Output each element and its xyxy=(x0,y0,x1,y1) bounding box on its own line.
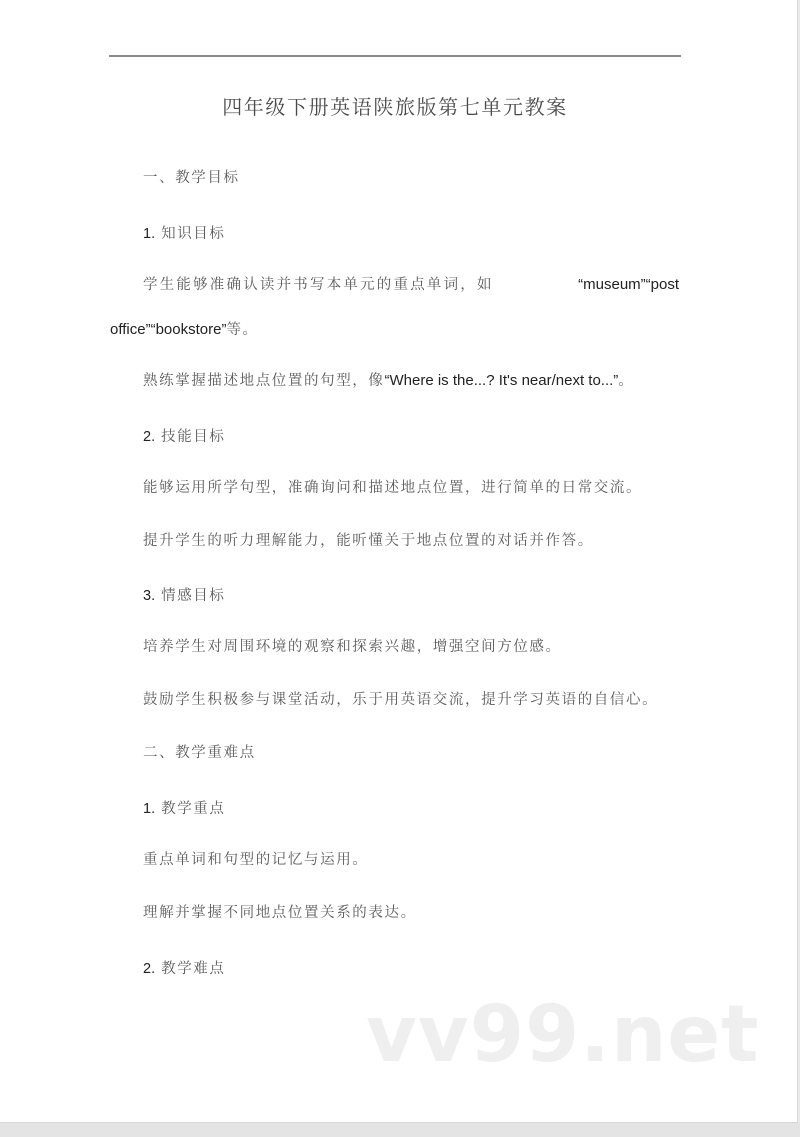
paragraph-text-end: 。 xyxy=(618,373,635,389)
subsection-heading xyxy=(143,799,226,819)
subsection-number: 2. xyxy=(143,429,156,445)
page-bottom-shadow xyxy=(0,1123,800,1137)
subsection-heading xyxy=(143,959,226,979)
subsection-title: 知识目标 xyxy=(161,226,226,242)
watermark: vv99.net xyxy=(366,990,760,1080)
subsection-title: 教学重点 xyxy=(161,801,226,817)
paragraph: 重点单词和句型的记忆与运用。 xyxy=(143,852,369,868)
subsection-title: 情感目标 xyxy=(161,588,226,604)
subsection-number: 2. xyxy=(143,961,156,977)
subsection-heading xyxy=(143,224,226,244)
paragraph: 提升学生的听力理解能力，能听懂关于地点位置的对话并作答。 xyxy=(143,533,594,549)
paragraph: 能够运用所学句型，准确询问和描述地点位置，进行简单的日常交流。 xyxy=(143,480,643,496)
subsection-title: 教学难点 xyxy=(161,961,226,977)
subsection-heading xyxy=(143,427,226,447)
paragraph-text-en: “Where is the...? It's near/next to...” xyxy=(384,372,619,389)
paragraph-line-continuation xyxy=(110,320,259,340)
paragraph-text-cn: 等。 xyxy=(226,322,259,338)
document-title: 四年级下册英语陕旅版第七单元教案 xyxy=(222,95,568,119)
subsection-number: 3. xyxy=(143,588,156,604)
paragraph xyxy=(143,371,634,391)
paragraph-text-en: office”“bookstore” xyxy=(110,321,227,338)
paragraph-text-cn: 熟练掌握描述地点位置的句型，像 xyxy=(143,373,385,389)
paragraph-line xyxy=(143,275,679,295)
paragraph: 理解并掌握不同地点位置关系的表达。 xyxy=(143,905,417,921)
subsection-number: 1. xyxy=(143,801,156,817)
paragraph: 鼓励学生积极参与课堂活动，乐于用英语交流，提升学习英语的自信心。 xyxy=(143,692,659,708)
subsection-number: 1. xyxy=(143,226,156,242)
paragraph-text-cn: 学生能够准确认读并书写本单元的重点单词，如 xyxy=(143,277,494,293)
header-rule xyxy=(109,55,681,57)
subsection-title: 技能目标 xyxy=(161,429,226,445)
subsection-heading xyxy=(143,586,226,606)
paragraph: 培养学生对周围环境的观察和探索兴趣，增强空间方位感。 xyxy=(143,639,562,655)
paragraph-text-en: “museum”“post xyxy=(578,276,679,293)
section-heading: 一、教学目标 xyxy=(143,170,240,186)
section-heading: 二、教学重难点 xyxy=(143,745,256,761)
